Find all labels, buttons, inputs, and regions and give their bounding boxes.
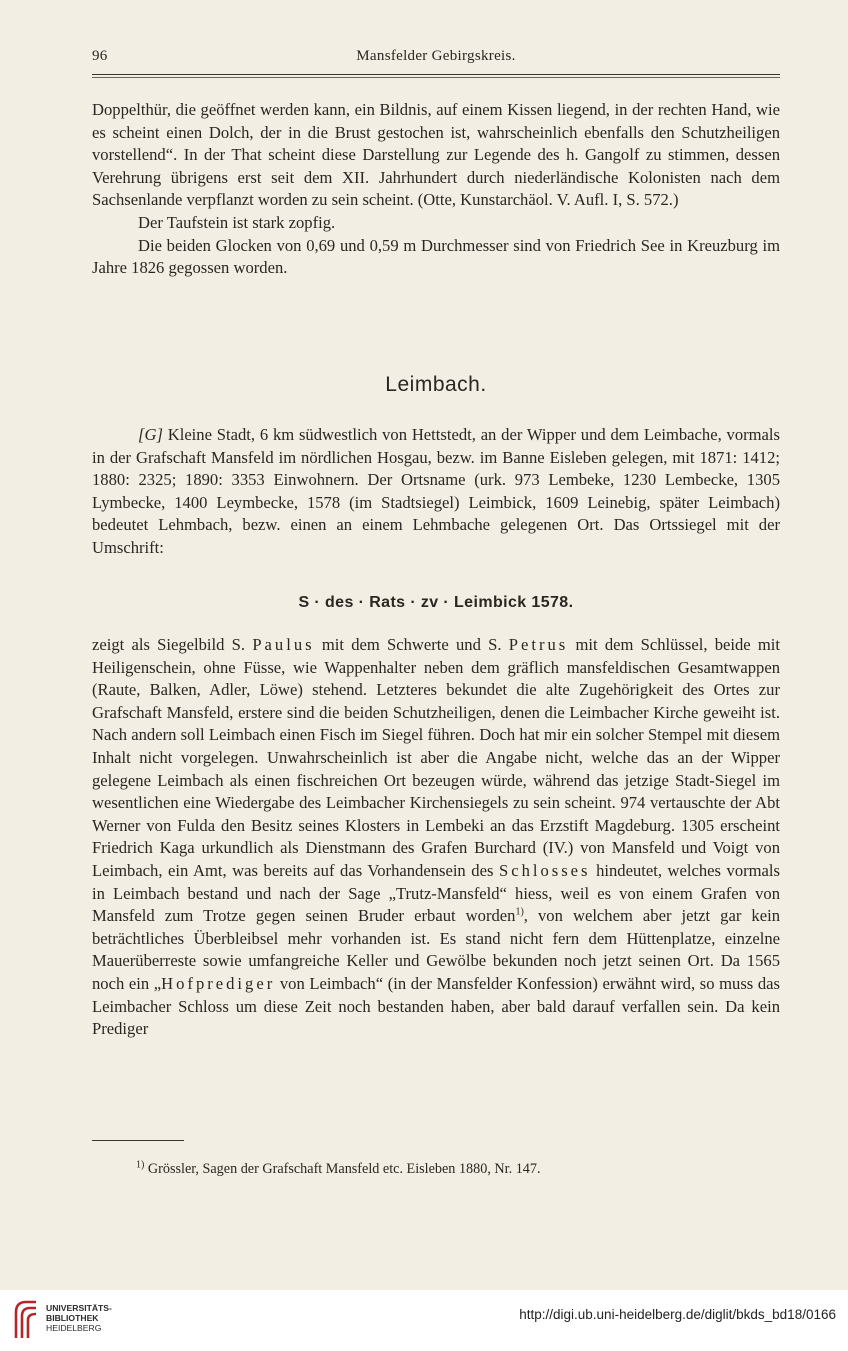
paragraph-siegel-schloss [92,634,780,1041]
library-logo-icon[interactable] [10,1298,40,1342]
emphasis-hofprediger: Hofprediger [161,973,276,993]
library-line-2: BIBLIOTHEK [46,1313,99,1323]
paragraph-gangolf: Doppelthür, die geöffnet werden kann, ein Bildnis, auf einem Kissen liegend, in der rechten Hand, wie es scheint einen Dolch, der in die Brust gestochen ist, wahrscheinlich ebenfalls den Schutzheiligen vorstellend“. In der That scheint diese Darstellung zur Legende des h. Gangolf zu stimmen, dessen Verehrung übrigens erst seit dem XII. Jahrhundert durch niederländische Kolonisten nach dem Sachsenlande verpflanzt worden zu sein scheint. (Otte, Kunstarchäol. V. Aufl. I, S. 572.) [92,100,780,210]
header-rule-secondary [92,77,780,78]
header-rule [92,74,780,75]
section-heading: Leimbach. [385,373,487,396]
paragraph-leimbach-text: Kleine Stadt, 6 km südwestlich von Hettstedt, an der Wipper und dem Leimbache, vormals in der Grafschaft Mansfeld im nördlichen Hosgau, bezw. im Banne Eisleben gelegen, mit 1871: 1412; 1880: 2325; 1890: 3353 Einwohnern. Der Ortsname (urk. 973 Lembeke, 1230 Lembecke, 1305 Lymbecke, 1400 Leymbecke, 1578 (im Stadtsiegel) Leimbick, 1609 Leinebig, später Leimbach) bedeutet Lehmbach, bezw. einen an einem Lehmbache gelegenen Ort. Das Ortssiegel mit der Umschrift: [92,425,780,557]
text-run: von Leimbach“ (in der Mansfelder Konfession) erwähnt wird, so muss das Leimbacher Schloss um diese Zeit noch bestanden haben, aber bald darauf verfallen sein. Da kein Prediger [92,973,780,1039]
page-number: 96 [92,48,108,64]
emphasis-schlosses: Schlosses [498,860,591,880]
footnote-mark: 1) [136,1159,145,1171]
library-line-3: HEIDELBERG [46,1323,102,1333]
paragraph-leimbach-intro [92,424,780,560]
text-run: hindeutet, welches vormals in Leimbach bestand und nach der Sage „Trutz-Mansfeld“ hiess, weil es von einem Grafen von Mansfeld zum Trotze gegen seinen Bruder erbaut worden [92,860,780,926]
permalink-url[interactable]: http://digi.ub.uni-heidelberg.de/diglit/bkds_bd18/0166 [519,1307,836,1322]
paragraph-glocken: Die beiden Glocken von 0,69 und 0,59 m Durchmesser sind von Friedrich See in Kreuzburg im Jahre 1826 gegossen worden. [92,235,780,278]
text-run: , von welchem aber jetzt gar kein beträchtliches Überbleibsel mehr vorhanden ist. Es stand nicht fern dem Hüttenplatze, einzelne Mauerüberreste sowie umfangreiche Keller und Gewölbe bekunden noch jetzt seinen Ort. Da 1565 noch ein „ [92,906,781,993]
library-line-1: UNIVERSITÄTS- [46,1303,112,1313]
seal-inscription: S · des · Rats · zv · Leimbick 1578. [298,594,574,611]
text-run: zeigt als Siegelbild S. [92,635,246,654]
text-run: mit dem Schwerte und S. [321,635,502,654]
running-title: Mansfelder Gebirgskreis. [356,48,516,64]
footnote [136,1160,776,1178]
section-leimbach-body [92,634,780,1041]
library-name [46,1303,112,1333]
viewer-footer [0,1290,848,1351]
running-head [92,48,780,70]
footnote-text: Grössler, Sagen der Grafschaft Mansfeld etc. Eisleben 1880, Nr. 147. [147,1161,541,1177]
section-leimbach-intro [92,424,780,560]
section-marker: [G] [138,425,163,444]
emphasis-petrus: Petrus [508,635,569,654]
emphasis-paulus: Paulus [252,635,315,654]
paragraph-taufstein: Der Taufstein ist stark zopfig. [138,212,336,232]
section-previous-continued [92,99,780,280]
text-run: mit dem Schlüssel, beide mit Heiligenschein, ohne Füsse, wie Wappenhalter neben dem gräflich mansfeldischen Gesamtwappen (Raute, Balken, Adler, Löwe) stehend. Letzteres bekundet die alte Zugehörigkeit des Ortes zur Grafschaft Mansfeld, erstere sind die beiden Schutzheiligen, denen die Leimbacher Kirche geweiht ist. Nach andern soll Leimbach einen Fisch im Siegel führen. Doch hat mir ein solcher Stempel mit diesem Inhalt nicht vorgelegen. Unwahrscheinlich ist aber die Angabe nicht, welche das an der Wipper gelegene Leimbach als einen fischreichen Ort bezeugen würde, während das jetzige Stadt-Siegel im wesentlichen eine Wiedergabe des Leimbacher Kirchensiegels zu sein scheint. 974 vertauschte der Abt Werner von Fulda den Besitz seines Klosters in Lembeki an das Erzstift Magdeburg. 1305 erscheint Friedrich Kaga urkundlich als Dienstmann des Grafen Burchard (IV.) von Mansfeld und Voigt von Leimbach, ein Amt, was bereits auf das Vorhandensein des [92,635,781,880]
footnote-rule [92,1140,184,1141]
footnote-reference[interactable]: 1) [515,906,524,918]
